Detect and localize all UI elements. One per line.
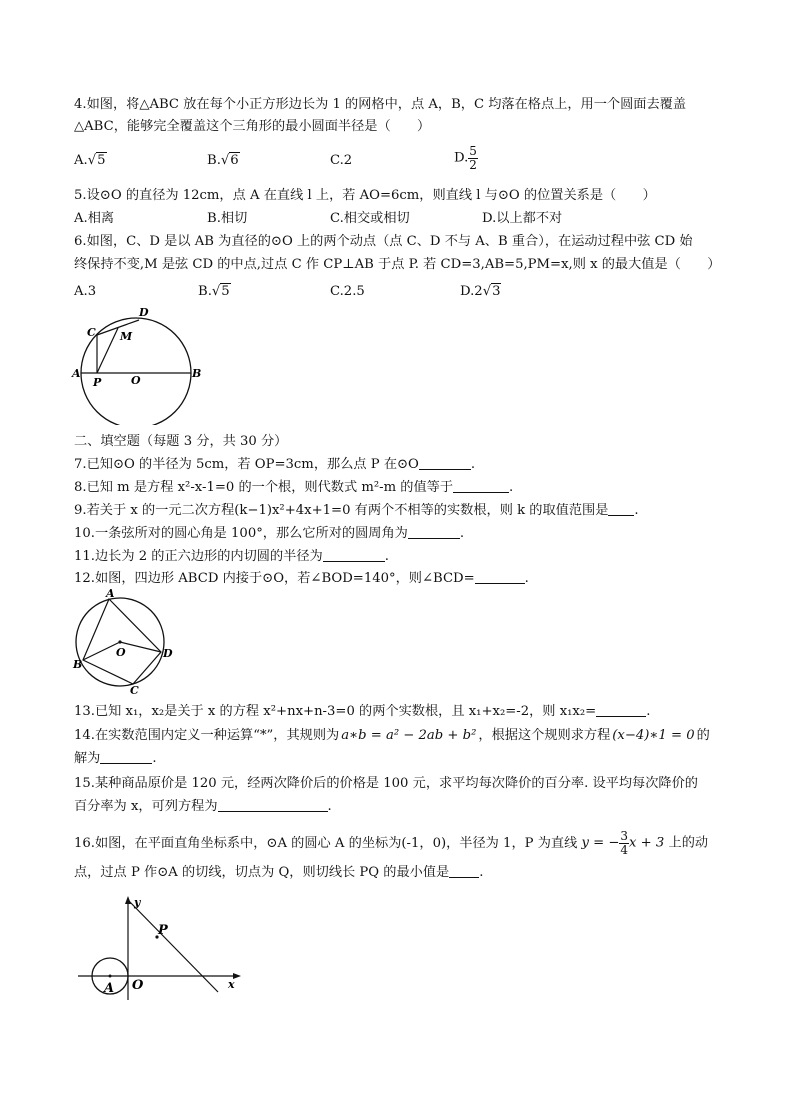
q6-label-m: M (120, 330, 133, 343)
q5-option-a: A.相离 (74, 211, 115, 226)
q4-option-b: B.√6 (207, 153, 239, 168)
q7: 7.已知⊙O 的半径为 5cm，若 OP=3cm，那么点 P 在⊙O . (74, 457, 476, 472)
q15-line1: 15.某种商品原价是 120 元，经两次降价后的价格是 100 元，求平均每次降价的百分率. 设平均每次降价的 (74, 776, 698, 791)
q16-label-p: P (158, 923, 168, 938)
q5-option-b: B.相切 (207, 211, 248, 226)
q16-figure (72, 888, 248, 1004)
q6-figure (66, 300, 216, 425)
q4-option-a: A.√5 (74, 153, 106, 168)
q6-label-p: P (93, 376, 102, 389)
q6-option-b: B.√5 (198, 284, 230, 299)
q6-option-c: C.2.5 (330, 284, 365, 299)
q6-label-c: C (87, 326, 96, 339)
q10: 10.一条弦所对的圆心角是 100°，那么它所对的圆周角为 . (74, 526, 465, 541)
q8: 8.已知 m 是方程 x²-x-1=0 的一个根，则代数式 m²-m 的值等于 . (74, 480, 514, 495)
section-heading: 二、填空题（每题 3 分，共 30 分） (74, 434, 288, 449)
q6-label-d: D (139, 306, 149, 319)
q12-label-o: O (116, 646, 126, 659)
q6-label-b: B (192, 367, 202, 380)
q5-option-c: C.相交或相切 (330, 211, 410, 226)
q4-line2: △ABC，能够完全覆盖这个三角形的最小圆面半径是（ ） (74, 119, 431, 134)
q6-option-a: A.3 (74, 284, 97, 299)
q12-label-d: D (163, 647, 173, 660)
q14-line1: 14.在实数范围内定义一种运算“*”，其规则为 a∗b = a² − 2ab + b² ，根据这个规则求方程 (x−4)∗1 = 0 的 (74, 728, 710, 743)
q15-line2: 百分率为 x，可列方程为 . (74, 799, 332, 814)
q12-label-c: C (130, 684, 139, 696)
q5-line1: 5.设⊙O 的直径为 12cm，点 A 在直线 l 上，若 AO=6cm，则直线 l 与⊙O 的位置关系是（ ） (74, 188, 656, 203)
q12-figure (66, 588, 178, 696)
q16-label-y: y (134, 896, 141, 909)
q4-option-d: D. $\frac{5}{2}$ (454, 144, 477, 172)
q16-label-a: A (104, 981, 115, 996)
q4-option-c: C.2 (330, 153, 353, 168)
q16-line1: 16.如图，在平面直角坐标系中，⊙A 的圆心 A 的坐标为(-1，0)，半径为 1，P 为直线 y = − $\frac{3}{4}$ x + 3 上的动 (74, 829, 709, 857)
q6-option-d: D.2√3 (460, 284, 501, 299)
q16-label-o: O (132, 978, 144, 993)
q5-option-d: D.以上都不对 (482, 211, 563, 226)
q6-label-a: A (72, 367, 81, 380)
q16-label-x: x (228, 978, 235, 991)
q6-line2: 终保持不变,M 是弦 CD 的中点,过点 C 作 CP⊥AB 于点 P. 若 CD=3,AB=5,PM=x,则 x 的最大值是（ ） (74, 257, 721, 272)
q4-line1: 4.如图，将△ABC 放在每个小正方形边长为 1 的网格中，点 A，B，C 均落在格点上，用一个圆面去覆盖 (74, 97, 687, 112)
q16-line2: 点，过点 P 作⊙A 的切线，切点为 Q，则切线长 PQ 的最小值是 . (74, 865, 484, 880)
q12: 12.如图，四边形 ABCD 内接于⊙O，若∠BOD=140°，则∠BCD= . (74, 571, 529, 586)
q14-line2: 解为 . (74, 751, 157, 766)
q12-label-a: A (106, 588, 115, 600)
q13: 13.已知 x₁，x₂是关于 x 的方程 x²+nx+n-3=0 的两个实数根，且 x₁+x₂=-2，则 x₁x₂= . (74, 704, 651, 719)
q6-line1: 6.如图，C、D 是以 AB 为直径的⊙O 上的两个动点（点 C、D 不与 A、B 重合），在运动过程中弦 CD 始 (74, 234, 693, 249)
q11: 11.边长为 2 的正六边形的内切圆的半径为 . (74, 549, 389, 564)
q6-label-o: O (131, 374, 141, 387)
q12-label-b: B (73, 658, 83, 671)
q9: 9.若关于 x 的一元二次方程(k−1)x²+4x+1=0 有两个不相等的实数根，则 k 的取值范围是 . (74, 503, 639, 518)
